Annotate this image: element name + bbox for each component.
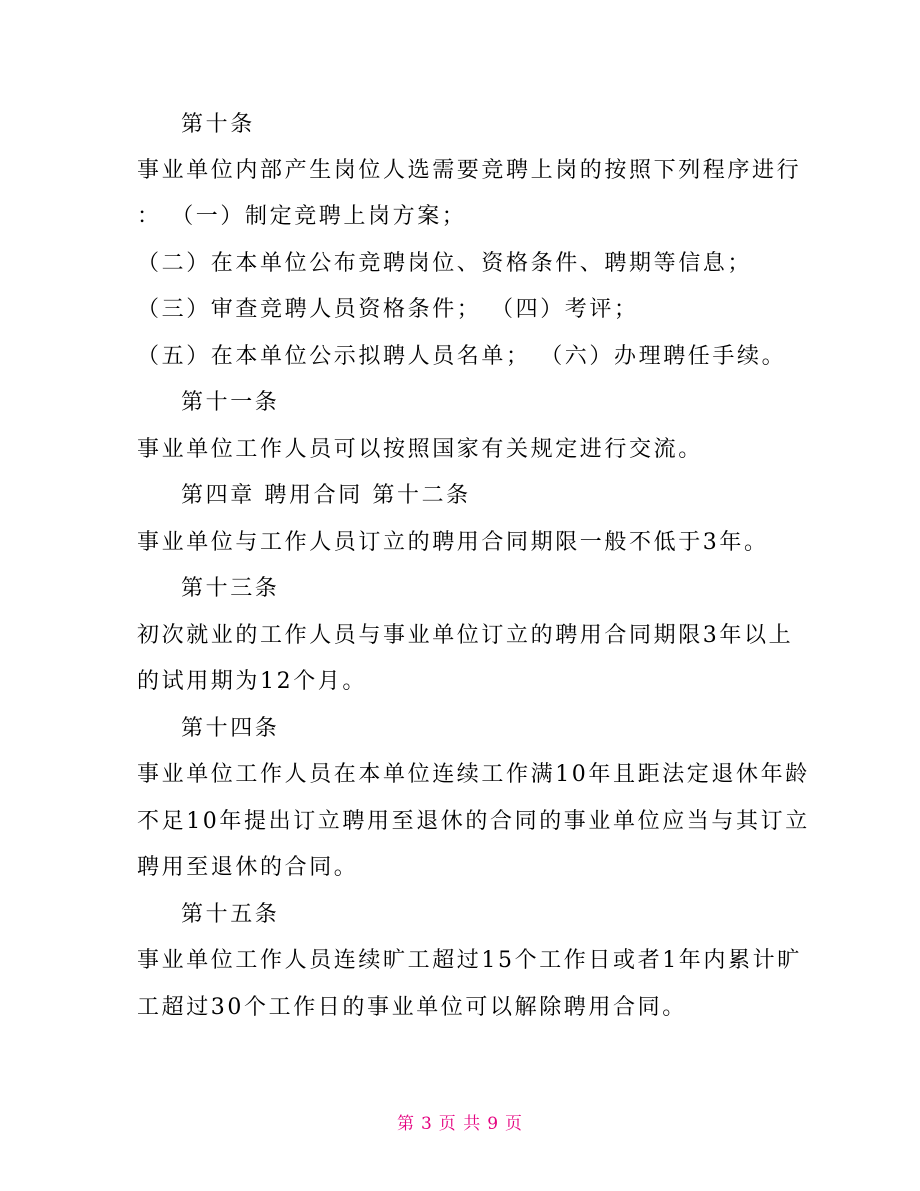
article-14-body-line-1: 事业单位工作人员在本单位连续工作满10年且距法定退休年龄 bbox=[137, 762, 810, 787]
article-10-body-line-1: 事业单位内部产生岗位人选需要竞聘上岗的按照下列程序进行 bbox=[137, 158, 802, 183]
footer-total-pages: 9 bbox=[487, 1114, 500, 1134]
article-14-heading: 第十四条 bbox=[181, 716, 280, 741]
article-15-body-line-1: 事业单位工作人员连续旷工超过15个工作日或者1年内累计旷 bbox=[137, 948, 802, 973]
page-number-footer bbox=[0, 1112, 920, 1136]
article-11-body: 事业单位工作人员可以按照国家有关规定进行交流。 bbox=[137, 437, 703, 462]
article-15-body-line-2: 工超过30个工作日的事业单位可以解除聘用合同。 bbox=[137, 995, 687, 1020]
article-14-body-line-3: 聘用至退休的合同。 bbox=[137, 855, 359, 880]
article-10-body-line-3: （二）在本单位公布竞聘岗位、资格条件、聘期等信息； bbox=[137, 251, 753, 276]
article-10-body-line-2: ： （一）制定竞聘上岗方案； bbox=[137, 204, 467, 229]
article-15-heading: 第十五条 bbox=[181, 902, 280, 927]
article-13-body-line-1: 初次就业的工作人员与事业单位订立的聘用合同期限3年以上 bbox=[137, 623, 794, 648]
article-11-heading: 第十一条 bbox=[181, 390, 280, 415]
footer-suffix: 页 bbox=[505, 1114, 524, 1134]
footer-mid: 页 共 bbox=[438, 1114, 482, 1134]
article-14-body-line-2: 不足10年提出订立聘用至退休的合同的事业单位应当与其订立 bbox=[137, 809, 810, 834]
article-13-body-line-2: 的试用期为12个月。 bbox=[137, 669, 367, 694]
article-13-heading: 第十三条 bbox=[181, 576, 280, 601]
footer-current-page: 3 bbox=[420, 1114, 433, 1134]
article-10-body-line-5: （五）在本单位公示拟聘人员名单； （六）办理聘任手续。 bbox=[137, 344, 787, 369]
article-10-body-line-4: （三）审查竞聘人员资格条件； （四）考评； bbox=[137, 297, 639, 322]
footer-prefix: 第 bbox=[396, 1114, 415, 1134]
chapter-4-article-12-heading: 第四章 聘用合同 第十二条 bbox=[181, 483, 471, 508]
article-12-body: 事业单位与工作人员订立的聘用合同期限一般不低于3年。 bbox=[137, 530, 769, 555]
article-10-heading: 第十条 bbox=[181, 112, 255, 137]
